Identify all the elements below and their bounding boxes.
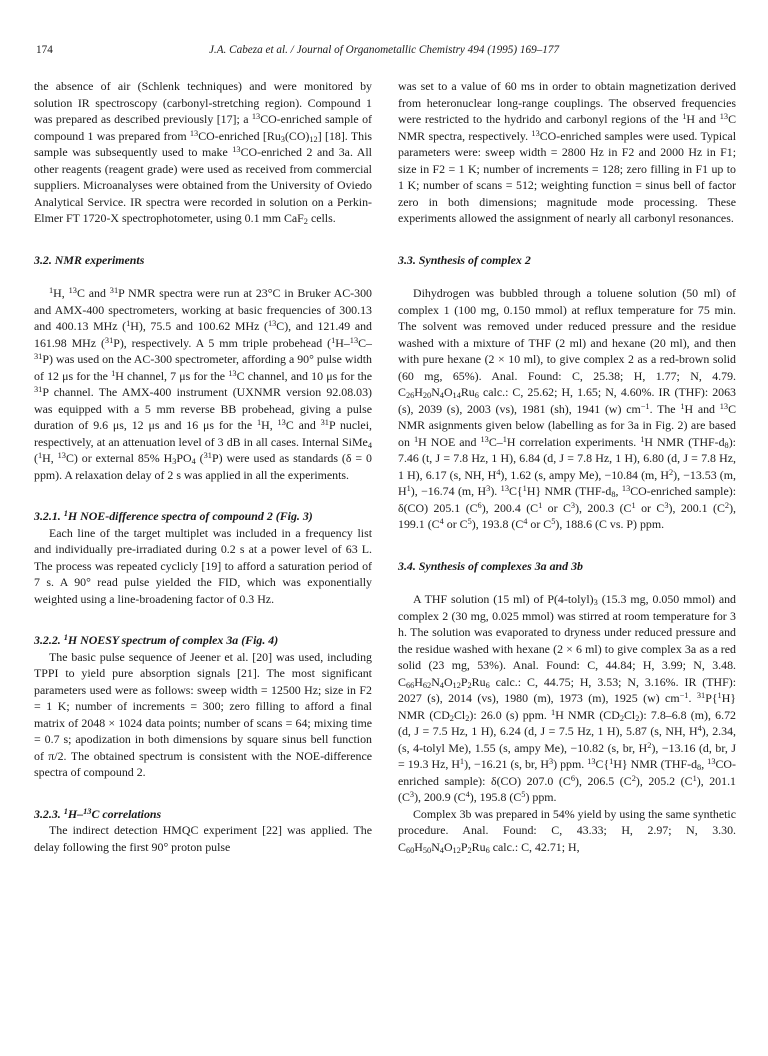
running-header [36, 44, 732, 60]
subsection-heading-h-c-correlations: 3.2.3. $^1$H–$^{13}$C correlations [34, 806, 162, 821]
paragraph-synthesis-complex-3b: Complex 3b was prepared in 54% yield by using the same synthetic procedure. Anal. Found: C, 43.33; H, 2.97; N, 3.30. $C_{60}H_{50}N_4O_{12}P_2Ru_6$ calc.: C, 42.71; H, [398, 806, 736, 855]
paragraph-noesy: The basic pulse sequence of Jeener et al. [20] was used, including TPPI to yield pure absorption signals [21]. The most significant parameters used were as follows: sweep width = 12500 Hz; size in F2 = 1 K; number of increments = 300; zero filling to afford a final matrix of 2048 × 1024 data points; number of scans = 64; mixing time = 0.7 s; apodization in both dimensions by square sinus bell function of π/2. The obtained spectrum is consistent with the NOE-difference spectra of compound 2. [34, 649, 372, 779]
paragraph-nmr-experiments: $^1$H, $^{13}$C and $^{31}$P NMR spectra were run at 23°C in Bruker AC-300 and AMX-400 spectrometers, working at basic frequencies of 300.13 and 400.13 MHz ($^1$H), 75.5 and 100.62 MHz ($^{13}$C), and 121.49 and 161.98 MHz ($^{31}$P), respectively. A 5 mm triple probehead ($^1$H–$^{13}$C–$^{31}$P) was used on the AC-300 spectrometer, affording a 90° pulse width of 12 μs for the $^1$H channel, 7 μs for the $^{13}$C channel, and 10 μs for the $^{31}$P channel. The AMX-400 instrument (UXNMR version 92.08.03) was equipped with a 5 mm reverse BB probehead, giving a pulse duration of 9.6 μs, 12 μs and 16 μs for the $^1$H, $^{13}$C and $^{31}$P nuclei, respectively, at an attenuation level of 3 dB in all cases. Internal SiMe$_4$ ($^1$H, $^{13}$C) or external 85% $H_3PO_4$ ($^{31}$P) were used as standards (δ = 0 ppm). A relaxation delay of 2 s was applied in all the experiments. [34, 285, 373, 482]
right-column [398, 78, 736, 855]
section-heading-synthesis-complex-2: 3.3. Synthesis of complex 2 [398, 252, 531, 267]
paragraph-noe-difference: Each line of the target multiplet was included in a frequency list and individually pre-irradiated during 0.2 s at a power level of 63 L. The process was repeated cyclicly [19] to afford a saturation period of 7 s. A 90° read pulse yielded the FID, which was exponentially weighted using a line-broadening factor of 0.3 Hz. [34, 525, 372, 606]
section-heading-nmr-experiments: 3.2. NMR experiments [34, 252, 145, 267]
paragraph-hmqc-continued: was set to a value of 60 ms in order to obtain magnetization derived from heteronuclear long-range couplings. The observed frequencies were restricted to the hydrido and carbonyl regions of the $^1$H and $^{13}$C NMR spectra, respectively. $^{13}$CO-enriched samples were used. Typical parameters were: sweep width = 2800 Hz in F2 and 2000 Hz in F1; size in F2 = 1 K; number of increments = 128; zero filling in F1 up to 1 K; number of scans = 512; weighting function = sinus bell of factor zero in both dimensions; magnitude mode processing. These experiments allowed the assignment of nearly all carbonyl resonances. [398, 79, 736, 225]
subsection-heading-noesy: 3.2.2. $^1$H NOESY spectrum of complex 3a (Fig. 4) [34, 632, 279, 647]
paragraph-synthesis-complex-3a: A THF solution (15 ml) of $P(4-tolyl)_3$ (15.3 mg, 0.050 mmol) and complex 2 (30 mg, 0.025 mmol) was stirred at room temperature for 3 h. The solution was evaporated to dryness under reduced pressure and the residue washed with hexane (2 × 6 ml) to give complex 3a as a red solid (23 mg, 53%). Anal. Found: C, 44.84; H, 3.99; N, 3.48. $C_{66}H_{62}N_4O_{12}P_2Ru_6$ calc.: C, 44.75; H, 3.53; N, 3.16%. IR (THF): 2027 (s), 2014 (vs), 1980 (m), 1973 (m), 1925 (w) $cm^{-1}$. $^{31}$P{$^1$H} NMR $(CD_2Cl_2)$: 26.0 (s) ppm. $^1$H NMR $(CD_2Cl_2)$: 7.8–6.8 (m), 6.72 (d, J = 7.5 Hz, 1 H), 6.24 (d, J = 7.5 Hz, 1 H), 5.87 (s, NH, $H^4$), 2.34, (s, 4-tolyl Me), 1.55 (s, ampy Me), −10.82 (s, br, $H^2$), −13.16 (d, br, J = 19.3 Hz, $H^1$), −16.21 (s, br, $H^3$) ppm. $^{13}$C{$^1$H} NMR ($THF-d_8$, $^{13}$CO-enriched sample): δ(CO) 207.0 $(C^6)$, 206.5 $(C^2)$, 205.2 $(C^1)$, 201.1 $(C^3)$, 200.9 $(C^4)$, 195.8 $(C^5)$ ppm. [398, 592, 737, 804]
subsection-heading-noe-difference: 3.2.1. $^1$H NOE-difference spectra of compound 2 (Fig. 3) [34, 508, 313, 523]
page-number: 174 [36, 44, 53, 56]
journal-citation: J.A. Cabeza et al. / Journal of Organometallic Chemistry 494 (1995) 169–177 [208, 44, 560, 56]
paragraph-experimental-general: the absence of air (Schlenk techniques) and were monitored by solution IR spectroscopy (carbonyl-stretching region). Compound 1 was prepared as described previously [17]; a $^{13}$CO-enriched sample of compound 1 was prepared from $^{13}$CO-enriched $[Ru_3(CO)_{12}]$ [18]. This sample was subsequently used to make $^{13}$CO-enriched 2 and 3a. All other reagents (reagent grade) were used as received from commercial suppliers. Microanalyses were obtained from the University of Oviedo Analytical Service. IR spectra were recorded in solution on a Perkin-Elmer FT 1720-X spectrophotometer, using 0.1 mm CaF$_2$ cells. [34, 79, 373, 227]
left-column [34, 78, 372, 855]
section-heading-synthesis-complexes-3a-3b: 3.4. Synthesis of complexes 3a and 3b [398, 558, 583, 573]
paragraph-h-c-correlations: The indirect detection HMQC experiment [22] was applied. The delay following the first 90° proton pulse [34, 823, 372, 854]
paragraph-synthesis-complex-2: Dihydrogen was bubbled through a toluene solution (50 ml) of complex 1 (100 mg, 0.150 mmol) at reflux temperature for 75 min. The solvent was removed under reduced pressure and the residue washed with a mixture of THF (2 ml) and hexane (20 ml), and then with pure hexane (2 × 10 ml), to give complex 2 as a red-brown solid (60 mg, 65%). Anal. Found: C, 25.38; H, 1.77; N, 4.79. $C_{26}H_{20}N_4O_{14}Ru_6$ calc.: C, 25.62; H, 1.65; N, 4.60%. IR (THF): 2063 (s), 2039 (s), 2003 (vs), 1981 (sh), 1941 (w) $cm^{-1}$. The $^1$H and $^{13}$C NMR asignments given below (labelling as for 3a in Fig. 2) are based on $^1$H NOE and $^{13}$C–$^1$H correlation experiments. $^1$H NMR $(THF-d_8)$: 7.46 (t, J = 7.8 Hz, 1 H), 6.84 (d, J = 7.8 Hz, 1 H), 6.80 (d, J = 7.8 Hz, 1 H), 6.17 (s, NH, $H^4$), 1.62 (s, ampy Me), −10.84 (m, $H^2$), −13.53 (m, $H^1$), −16.74 (m, $H^3$). $^{13}$C{$^1$H} NMR ($THF-d_8$, $^{13}$CO-enriched sample): δ(CO) 205.1 $(C^6)$, 200.4 ($C^1$ or $C^3$), 200.3 ($C^1$ or $C^3$), 200.1 $(C^2)$, 199.1 ($C^4$ or $C^5$), 193.8 ($C^4$ or $C^5$), 188.6 (C vs. P) ppm. [398, 286, 737, 531]
